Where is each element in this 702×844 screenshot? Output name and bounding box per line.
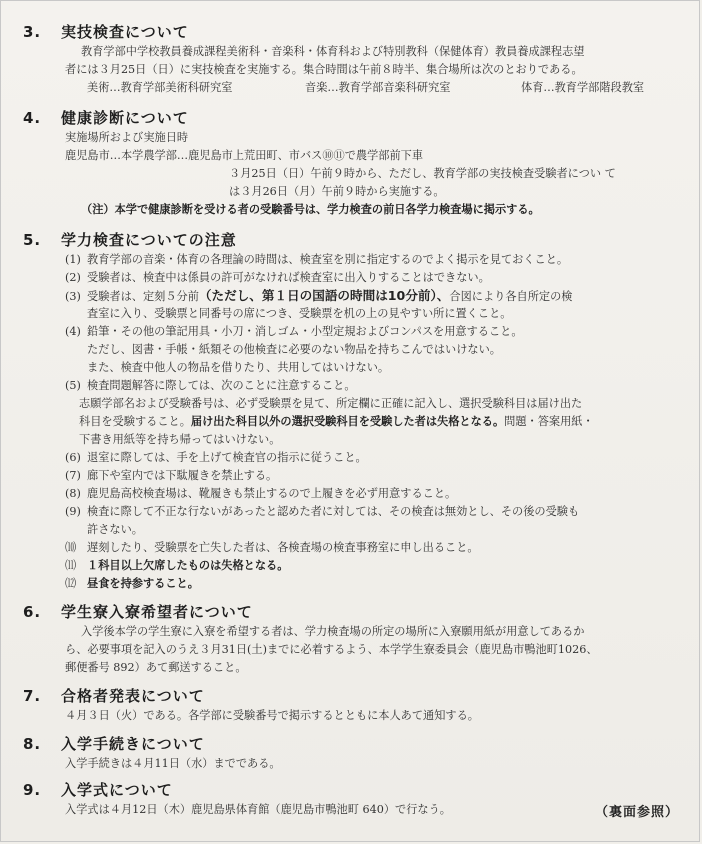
section-4-line1: 実施場所および実施日時 — [65, 131, 189, 144]
section-4-heading: 4. 健康診断について — [23, 109, 189, 127]
section-3-heading: 3. 実技検査について — [23, 23, 189, 41]
section-5-item-5-cont1: 志願学部名および受験番号は、必ず受験票を見て、所定欄に正確に記入し、選択受験科目は届け出た — [79, 397, 583, 410]
section-7-heading: 7. 合格者発表について — [23, 687, 205, 705]
section-7-para: ４月３日（火）である。各学部に受験番号で掲示するとともに本人あて通知する。 — [65, 709, 479, 722]
section-6-para-line1: 入学後本学の学生寮に入寮を希望する者は、学力検査場の所定の場所に入寮願用紙が用意してあるか — [81, 625, 585, 638]
section-5-item-6: (6) 退室に際しては、手を上げて検査官の指示に従うこと。 — [65, 451, 367, 464]
section-9-heading: 9. 入学式について — [23, 781, 173, 799]
section-3-pe-location: 体育…教育学部階段教室 — [521, 81, 645, 94]
section-5-item-11: ⑾ １科目以上欠席したものは失格となる。 — [65, 559, 289, 572]
section-5-item-12: ⑿ 昼食を持参すること。 — [65, 577, 199, 590]
section-8-para: 入学手続きは４月11日（水）までである。 — [65, 757, 281, 770]
section-4-line4: は３月26日（月）午前９時から実施する。 — [229, 185, 445, 198]
section-3-para-line1: 教育学部中学校教員養成課程美術科・音楽科・体育科および特別教科（保健体育）教員養成課程志望 — [81, 45, 585, 58]
section-8-heading: 8. 入学手続きについて — [23, 735, 205, 753]
section-4-line2: 鹿児島市…本学農学部…鹿児島市上荒田町、市バス⑩⑪で農学部前下車 — [65, 149, 424, 162]
section-5-item-7: (7) 廊下や室内では下駄履きを禁止する。 — [65, 469, 278, 482]
section-5-item-5-cont2: 科目を受験すること。届け出た科目以外の選択受験科目を受験した者は失格となる。問題・答案用紙・ — [79, 415, 594, 428]
section-4-note: （注）本学で健康診断を受ける者の受験番号は、学力検査の前日各学力検査場に掲示する。 — [81, 203, 540, 216]
section-5-item-3-cont: 査室に入り、受験票と同番号の席につき、受験票を机の上の見やすい所に置くこと。 — [87, 307, 512, 320]
section-5-item-9-cont: 許さない。 — [87, 523, 143, 536]
section-5-item-4: (4) 鉛筆・その他の筆記用具・小刀・消しゴム・小型定規およびコンパスを用意すること。 — [65, 325, 523, 338]
section-5-heading: 5. 学力検査についての注意 — [23, 231, 237, 249]
section-5-item-3: (3) 受験者は、定刻５分前（ただし、第１日の国語の時間は10分前）、合図により各自所定の検 — [65, 288, 573, 303]
section-6-heading: 6. 学生寮入寮希望者について — [23, 603, 253, 621]
see-reverse-side-note: （裏面参照） — [594, 805, 679, 820]
section-5-item-8: (8) 鹿児島高校検査場は、靴履きも禁止するので上履きを必ず用意すること。 — [65, 487, 457, 500]
section-5-item-2: (2) 受験者は、検査中は係員の許可がなければ検査室に出入りすることはできない。 — [65, 271, 490, 284]
section-3-para-line2: 者には３月25日（日）に実技検査を実施する。集合時間は午前８時半、集合場所は次のとおりである。 — [65, 63, 583, 76]
section-5-item-4-cont1: ただし、図書・手帳・紙類その他検査に必要のない物品を持ちこんではいけない。 — [87, 343, 501, 356]
section-5-item-10: ⑽ 遅刻したり、受験票を亡失した者は、各検査場の検査事務室に申し出ること。 — [65, 541, 479, 554]
section-9-para: 入学式は４月12日（木）鹿児島県体育館（鹿児島市鴨池町 640）で行なう。 — [65, 803, 451, 816]
section-6-para-line2: ら、必要事項を記入のうえ３月31日(土)までに必着するよう、本学学生寮委員会（鹿児島市鴨池町1026、 — [65, 643, 598, 656]
section-4-line3: ３月25日（日）午前９時から、ただし、教育学部の実技検査受験者につい て — [229, 167, 616, 180]
section-5-item-4-cont2: また、検査中他人の物品を借りたり、共用してはいけない。 — [87, 361, 390, 374]
section-6-para-line3: 郵便番号 892）あて郵送すること。 — [65, 661, 247, 674]
section-5-item-9: (9) 検査に際して不正な行ないがあったと認めた者に対しては、その検査は無効とし、その後の受験も — [65, 505, 580, 518]
section-5-item-1: (1) 教育学部の音楽・体育の各理論の時間は、検査室を別に指定するのでよく掲示を見ておくこと。 — [65, 253, 569, 266]
section-5-item-5-cont3: 下書き用紙等を持ち帰ってはいけない。 — [79, 433, 281, 446]
section-3-art-location: 美術…教育学部美術科研究室 — [87, 81, 233, 94]
section-3-music-location: 音楽…教育学部音楽科研究室 — [305, 81, 451, 94]
section-5-item-5: (5) 検査問題解答に際しては、次のことに注意すること。 — [65, 379, 356, 392]
